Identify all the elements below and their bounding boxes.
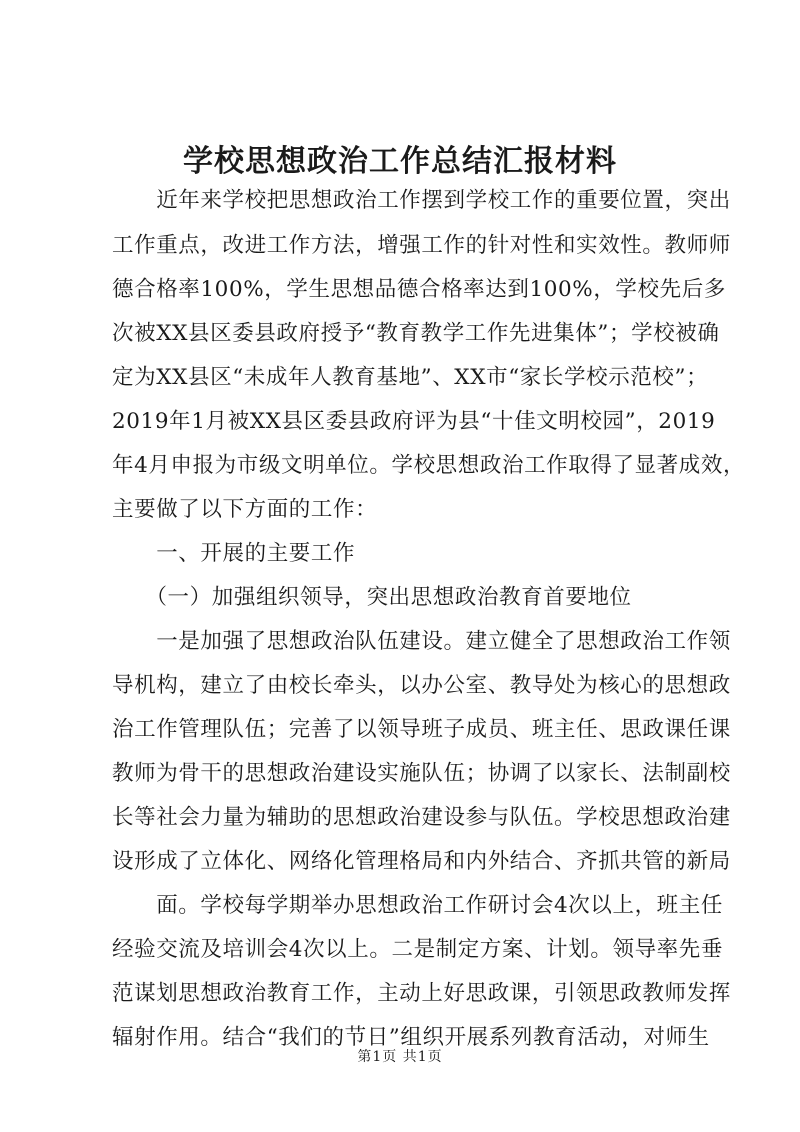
body-line: 近年来学校把思想政治工作摆到学校工作的重要位置，突出: [112, 188, 731, 213]
body-line: 定为XX县区“未成年人教育基地”、XX市“家长学校示范校”；: [112, 365, 709, 390]
body-line: 一是加强了思想政治队伍建设。建立健全了思想政治工作领: [112, 629, 731, 654]
body-line: 长等社会力量为辅助的思想政治建设参与队伍。学校思想政治建: [112, 805, 731, 830]
body-line: 范谋划思想政治教育工作，主动上好思政课，引领思政教师发挥: [112, 981, 731, 1006]
body-line: 经验交流及培训会4次以上。二是制定方案、计划。领导率先垂: [112, 937, 723, 962]
body-line: 2019年1月被XX县区委县政府评为县“十佳文明校园”，2019: [112, 409, 716, 434]
body-line: 治工作管理队伍；完善了以领导班子成员、班主任、思政课任课: [112, 717, 731, 742]
document-title: 学校思想政治工作总结汇报材料: [183, 144, 617, 179]
page-footer: 第1页 共1页: [357, 1049, 443, 1065]
body-line: 导机构，建立了由校长牵头，以办公室、教导处为核心的思想政: [112, 673, 731, 698]
body-line: 德合格率100%，学生思想品德合格率达到100%，学校先后多: [112, 277, 726, 302]
body-line: 主要做了以下方面的工作：: [112, 497, 378, 522]
body-line: 年4月申报为市级文明单位。学校思想政治工作取得了显著成效，: [112, 453, 746, 478]
body-line: 面。学校每学期举办思想政治工作研讨会4次以上，班主任: [112, 893, 723, 918]
body-line: 教师为骨干的思想政治建设实施队伍；协调了以家长、法制副校: [112, 761, 731, 786]
section-heading: 一、开展的主要工作: [112, 541, 356, 566]
body-line: 辐射作用。结合“我们的节日”组织开展系列教育活动，对师生: [112, 1025, 710, 1050]
body-line: 设形成了立体化、网络化管理格局和内外结合、齐抓共管的新局: [112, 849, 731, 874]
subsection-heading: （一）加强组织领导，突出思想政治教育首要地位: [112, 585, 632, 610]
body-line: 次被XX县区委县政府授予“教育教学工作先进集体”；学校被确: [112, 321, 720, 346]
body-line: 工作重点，改进工作方法，增强工作的针对性和实效性。教师师: [112, 233, 731, 258]
